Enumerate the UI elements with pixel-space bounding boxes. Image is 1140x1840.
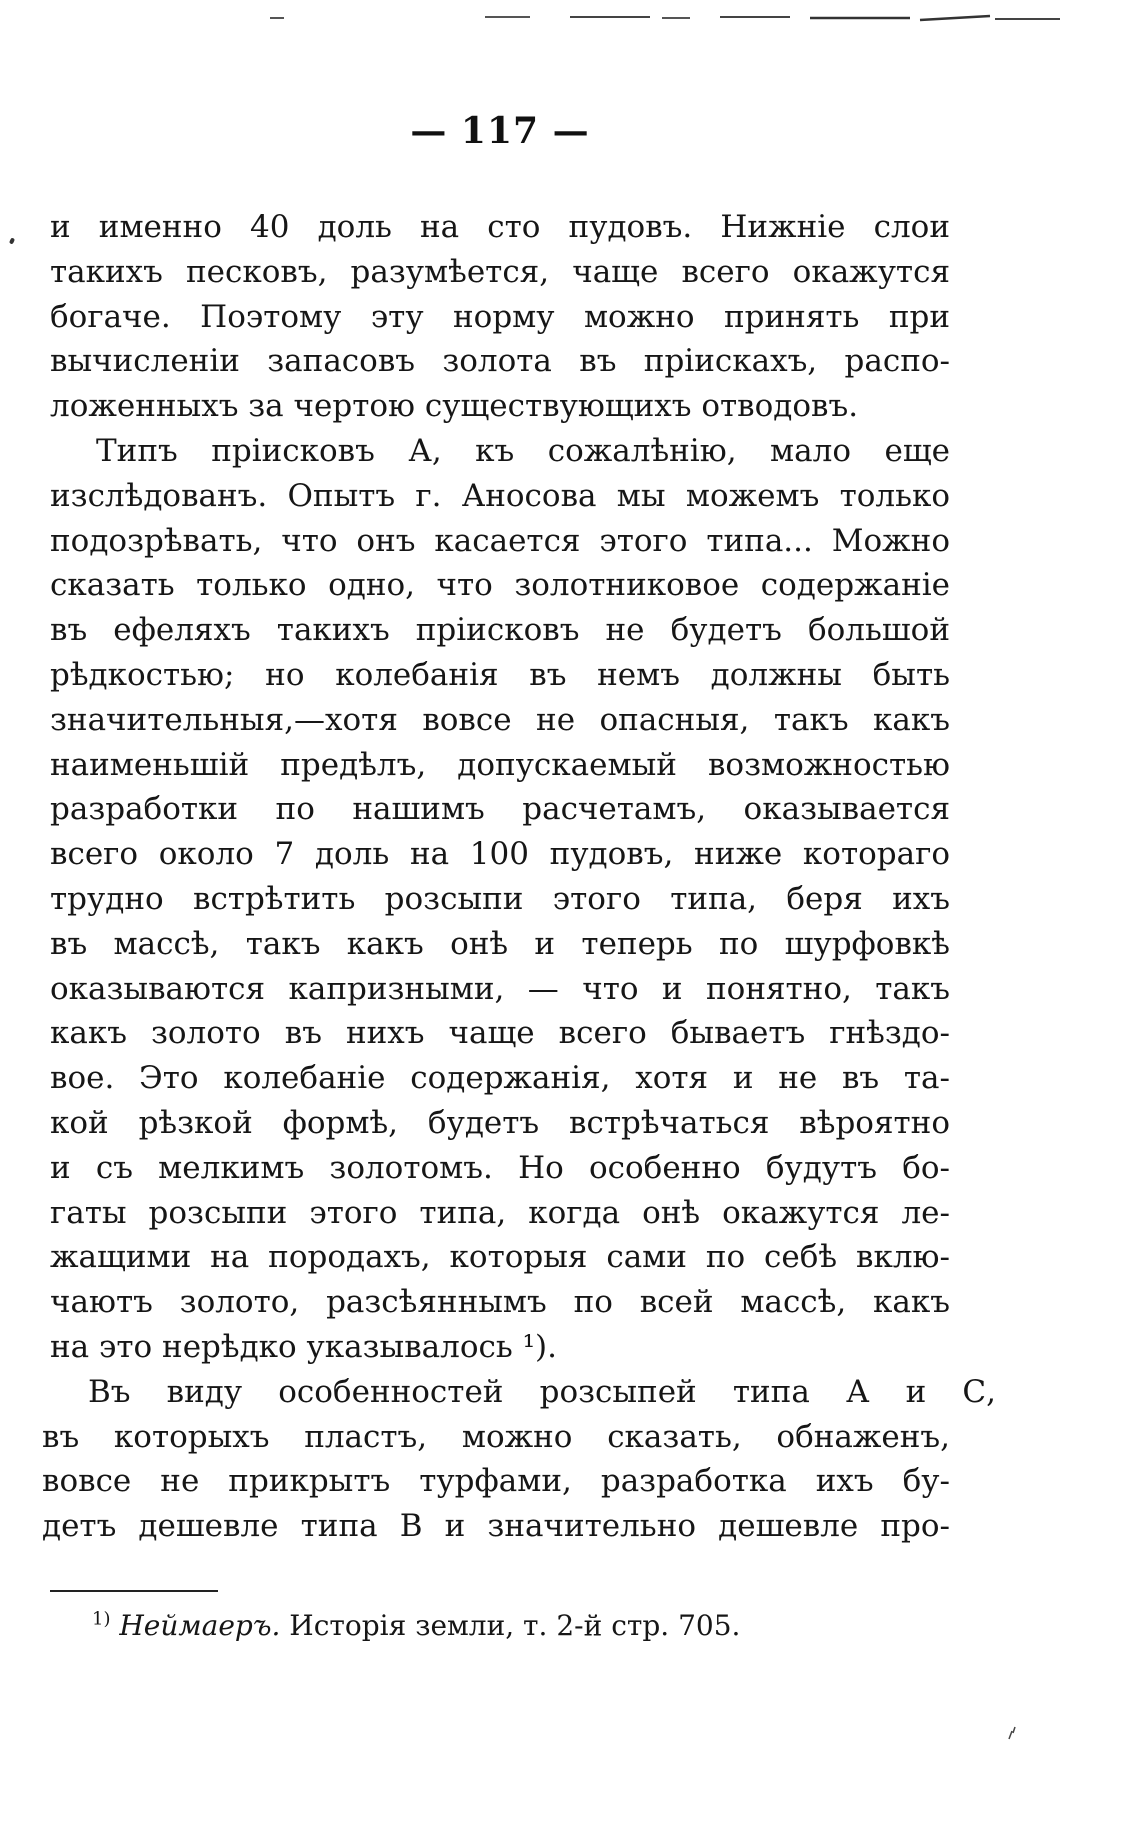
text-line: рѣдкостью; но колебанія въ немъ должны быть (50, 656, 950, 693)
footnote-divider (50, 1590, 218, 1592)
text-line: вычисленіи запасовъ золота въ пріискахъ, распо- (50, 343, 950, 380)
text-line: и именно 40 доль на сто пудовъ. Нижніе слои (50, 209, 950, 245)
paragraph-start-line: Въ виду особенностей розсыпей типа А и С, (88, 1373, 996, 1410)
text-line: въ массѣ, такъ какъ онѣ и теперь по шурфовкѣ (50, 925, 950, 962)
footnote-marker: 1) (92, 1608, 111, 1630)
text-line: оказываются капризными, — что и понятно, такъ (50, 970, 950, 1007)
text-line: на это нерѣдко указывалось ¹). (50, 1328, 557, 1365)
text-line: богаче. Поэтому эту норму можно принять при (50, 298, 950, 335)
paragraph-start-line: Типъ пріисковъ А, къ сожалѣнію, мало еще (96, 432, 950, 469)
text-line: всего около 7 доль на 100 пудовъ, ниже котораго (50, 836, 950, 873)
text-line: подозрѣвать, что онъ касается этого типа... Можно (50, 522, 950, 559)
text-line: чаютъ золото, разсѣяннымъ по всей массѣ, какъ (50, 1284, 950, 1321)
text-line: наименьшій предѣлъ, допускаемый возможностью (50, 746, 950, 783)
text-line: какъ золото въ нихъ чаще всего бываетъ гнѣздо- (50, 1015, 950, 1052)
text-line: кой рѣзкой формѣ, будетъ встрѣчаться вѣроятно (50, 1104, 950, 1141)
text-line: и съ мелкимъ золотомъ. Но особенно будутъ бо- (50, 1149, 950, 1186)
footnote (92, 1608, 740, 1644)
text-line: вовсе не прикрытъ турфами, разработка ихъ бу- (42, 1463, 950, 1500)
text-line: сказать только одно, что золотниковое содержаніе (50, 567, 950, 604)
text-line: ложенныхъ за чертою существующихъ отводовъ. (50, 388, 859, 425)
text-line: въ ефеляхъ такихъ пріисковъ не будетъ большой (50, 612, 950, 649)
margin-mark (9, 237, 15, 244)
text-line: въ которыхъ пластъ, можно сказать, обнаженъ, (42, 1418, 950, 1455)
text-line: вое. Это колебаніе содержанія, хотя и не въ та- (50, 1060, 950, 1097)
text-line: разработки по нашимъ расчетамъ, оказывается (50, 791, 950, 828)
text-line: значительныя,—хотя вовсе не опасныя, такъ какъ (50, 701, 950, 738)
body-text (42, 205, 996, 1549)
scan-artifact-marks (270, 12, 1070, 24)
text-line: детъ дешевле типа В и значительно дешевле про- (42, 1508, 950, 1545)
stray-ink-mark (1007, 1725, 1017, 1741)
page-number: — 117 — (410, 110, 590, 152)
footnote-author: Неймаеръ. (119, 1609, 281, 1642)
text-line: гаты розсыпи этого типа, когда онѣ окажутся ле- (50, 1194, 950, 1231)
text-line: изслѣдованъ. Опытъ г. Аносова мы можемъ только (50, 477, 950, 514)
text-line: трудно встрѣтить розсыпи этого типа, беря ихъ (50, 880, 950, 917)
text-line: жащими на породахъ, которыя сами по себѣ вклю- (50, 1239, 950, 1276)
footnote-text: Исторія земли, т. 2-й стр. 705. (289, 1609, 741, 1642)
text-line: такихъ песковъ, разумѣется, чаще всего окажутся (50, 253, 950, 290)
